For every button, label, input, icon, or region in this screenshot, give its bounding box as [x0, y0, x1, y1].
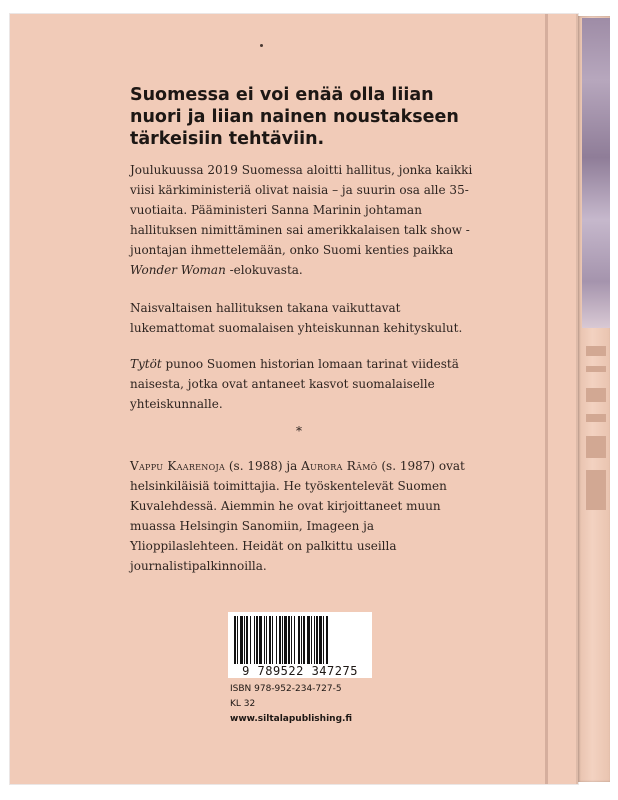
author-name-2: Aurora Rämö — [301, 459, 378, 473]
author-year-1: (s. 1988) ja — [225, 459, 302, 473]
paragraph-intro-end: -elokuvasta. — [225, 263, 303, 277]
spine-title-mark — [586, 414, 606, 422]
cover-hinge — [545, 14, 548, 784]
book-title: Tytöt — [130, 357, 162, 371]
paragraph-intro-text: Joulukuussa 2019 Suomessa aloitti hallitus, jonka kaikki viisi kärkiministeriä olivat naisia – ja suurin osa alle 35-vuotiaita. Pääministeri Sanna Marinin johtaman hallituksen nimittäminen sai amerikkalaisen talk show -juontajan ihmettelemään, onko Suomi kenties paikka — [130, 163, 473, 257]
barcode-digits: 9 789522 347275 — [228, 664, 372, 678]
book-spine — [578, 16, 610, 782]
cover-dot — [260, 44, 263, 47]
spine-title-mark — [586, 470, 606, 510]
author-bio — [130, 456, 476, 576]
spine-title-mark — [586, 436, 606, 458]
film-title: Wonder Woman — [130, 263, 226, 277]
paragraph-context: Naisvaltaisen hallituksen takana vaikuttavat lukemattomat suomalaisen yhteiskunnan kehityskulut. — [130, 301, 463, 335]
author-name-1: Vappu Kaarenoja — [130, 459, 226, 473]
paragraph-book — [130, 354, 476, 414]
headline: Suomessa ei voi enää olla liian nuori ja liian nainen noustakseen tärkeisiin tehtäviin. — [130, 85, 459, 149]
spine-title-mark — [586, 388, 606, 402]
author-bio-text: (s. 1987) ovat helsinkiläisiä toimittajia. He työskentelevät Suomen Kuvalehdessä. Aiemmin he ovat kirjoittaneet muun muassa Helsingin Sanomiin, Imageen ja Ylioppilaslehteen. Heidät on palkittu useilla journalistipalkinnoilla. — [130, 459, 465, 573]
paragraph-book-text: punoo Suomen historian lomaan tarinat viidestä naisesta, jotka ovat antaneet kasvot suomalaiselle yhteiskunnalle. — [130, 357, 459, 411]
separator-asterisk: * — [296, 424, 302, 438]
paragraph-intro — [130, 160, 476, 280]
spine-title-mark — [586, 346, 606, 356]
spine-photo — [582, 18, 610, 328]
publisher-url: www.siltalapublishing.fi — [230, 714, 353, 724]
isbn: ISBN 978-952-234-727-5 — [230, 684, 342, 694]
classification: KL 32 — [230, 699, 256, 709]
spine-title-mark — [586, 366, 606, 372]
